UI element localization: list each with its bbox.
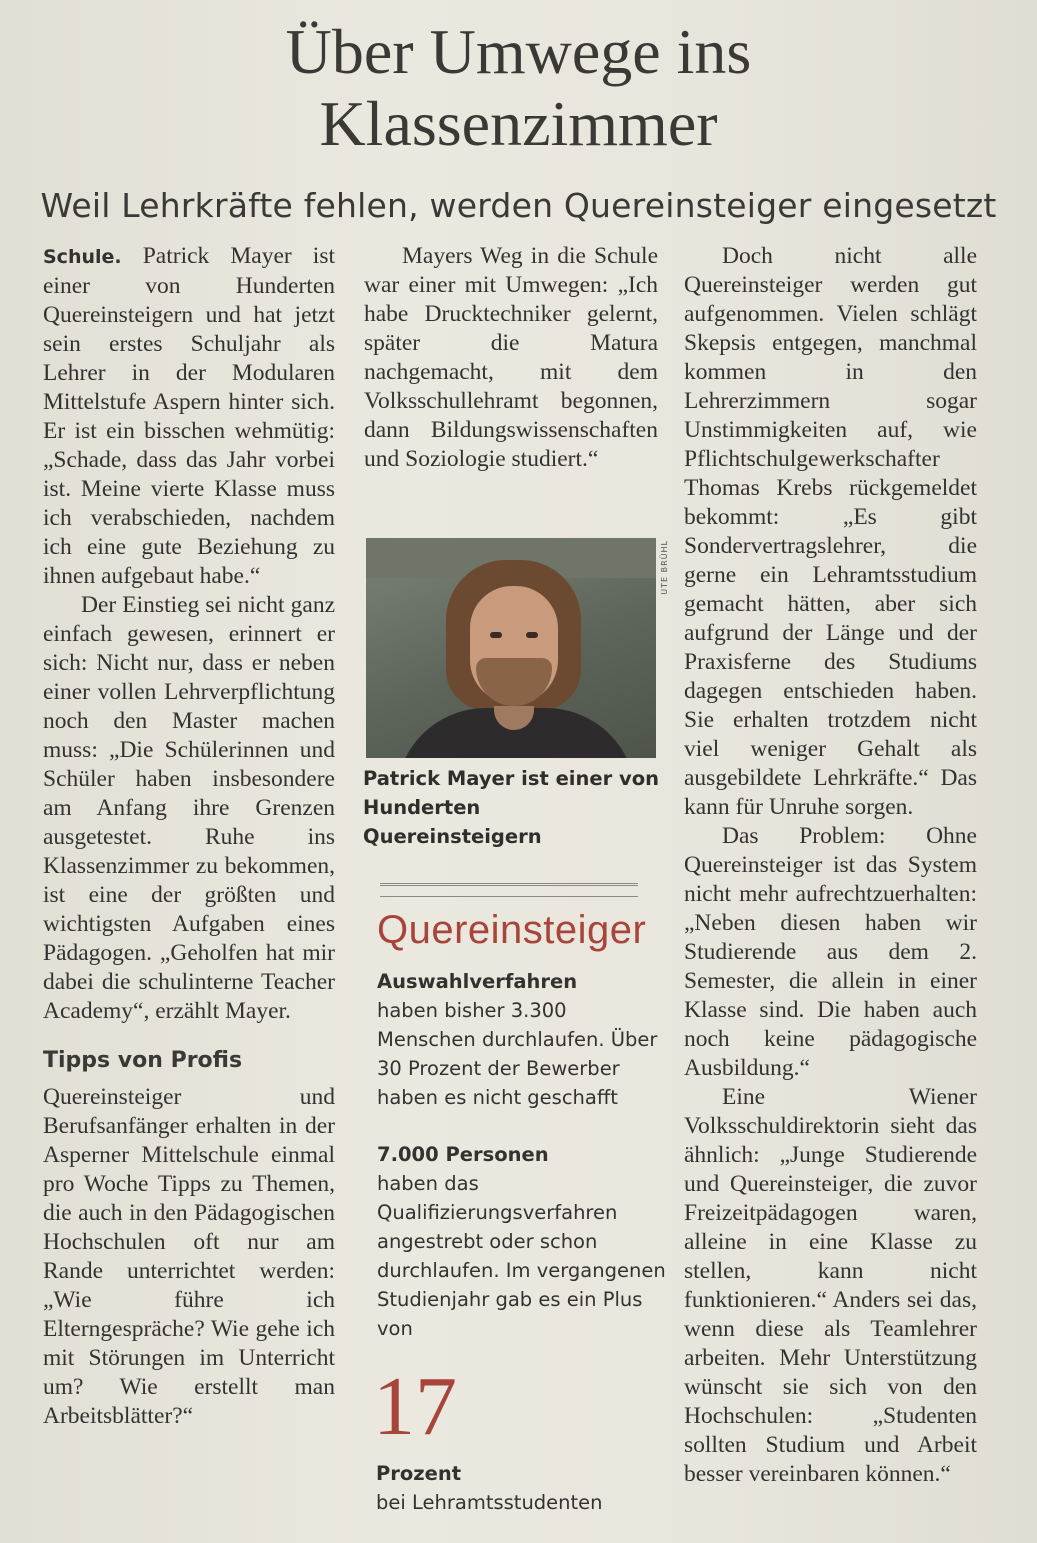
- portrait-photo: [366, 538, 656, 758]
- infobox-heading: Auswahlverfahren: [377, 970, 578, 993]
- infobox-heading: 7.000 Personen: [377, 1143, 549, 1166]
- paragraph: Der Einstieg sei nicht ganz einfach gewesen, erinnert er sich: Nicht nur, dass er neben einer vollen Lehrverpflichtung noch den Master machen muss: „Die Schülerinnen und Schüler haben insbesondere am Anfang ihre Grenzen ausgetestet. Ruhe ins Klassenzimmer zu bekommen, ist eine der größten und wichtigsten Aufgaben eines Pädagogen. „Geholfen hat mir dabei die schulinterne Teacher Academy“, erzählt Mayer.: [43, 592, 335, 1024]
- infobox-text: haben bisher 3.300 Menschen durchlaufen. Über 30 Prozent der Bewerber haben es nicht geschafft: [377, 999, 658, 1109]
- infobox-text: haben das Qualifizierungsverfahren angestrebt oder schon durchlaufen. Im vergangenen Studienjahr gab es ein Plus von: [377, 1172, 666, 1340]
- eye: [526, 632, 538, 638]
- headline: [0, 16, 1037, 160]
- paragraph: Eine Wiener Volksschuldirektorin sieht das ähnlich: „Junge Studierende und Quereinsteiger, die zuvor Freizeitpädagogen waren, alleine in eine Klasse zu stellen, kann nicht funktionieren.“ Anders sei das, wenn diese als Teamlehrer arbeiten. Mehr Unterstützung wünscht sie sich von den Hochschulen: „Studenten sollten Studium und Arbeit besser vereinbaren können.“: [684, 1084, 977, 1487]
- subheadline: Weil Lehrkräfte fehlen, werden Quereinsteiger eingesetzt: [40, 186, 997, 225]
- article-column-3: [684, 242, 977, 1489]
- photo-caption: Patrick Mayer ist einer von Hunderten Quereinsteigern: [363, 767, 659, 848]
- big-number: 17: [373, 1360, 457, 1453]
- number-text: bei Lehramtsstudenten: [376, 1491, 603, 1514]
- photo-credit: UTE BRÜHL: [660, 540, 669, 595]
- article-column-2: [364, 242, 658, 474]
- number-label: [376, 1459, 666, 1517]
- eye: [490, 632, 502, 638]
- lead-label: Schule.: [43, 246, 122, 268]
- paragraph-text: Patrick Mayer ist einer von Hunderten Quereinsteigern und hat jetzt sein erstes Schuljahr als Lehrer in der Modularen Mittelstufe Aspern hinter sich. Er ist ein bisschen wehmütig: „Schade, dass das Jahr vorbei ist. Meine vierte Klasse muss ich verabschieden, nachdem ich eine gute Beziehung zu ihnen aufgebaut habe.“: [43, 243, 335, 589]
- paragraph: Quereinsteiger und Berufsanfänger erhalten in der Asperner Mittelschule einmal pro Woche Tipps zu Themen, die auch in den Pädagogischen Hochschulen oft nur am Rande unterrichtet werden: „Wie führe ich Elterngespräche? Wie gehe ich mit Störungen im Unterricht um? Wie erstellt man Arbeitsblätter?“: [43, 1084, 335, 1429]
- headline-line-1: Über Umwege ins: [285, 16, 752, 87]
- section-heading: Tipps von Profis: [43, 1048, 243, 1073]
- headline-line-2: Klassenzimmer: [319, 88, 718, 159]
- article-column-1: [43, 242, 335, 1431]
- number-heading: Prozent: [376, 1462, 462, 1485]
- infobox-title: Quereinsteiger: [377, 908, 647, 952]
- infobox-rule: [380, 883, 638, 897]
- paragraph: Mayers Weg in die Schule war einer mit Umwegen: „Ich habe Drucktechniker gelernt, später die Matura nachgemacht, mit dem Volksschullehramt begonnen, dann Bildungswissenschaften und Soziologie studiert.“: [364, 243, 658, 472]
- paragraph: Doch nicht alle Quereinsteiger werden gut aufgenommen. Vielen schlägt Skepsis entgegen, manchmal kommen in den Lehrerzimmern sogar Unstimmigkeiten auf, wie Pflichtschulgewerkschafter Thomas Krebs rückgemeldet bekommt: „Es gibt Sondervertragslehrer, die gerne ein Lehramtsstudium gemacht hätten, aber sich aufgrund der Länge und der Praxisferne des Studiums dagegen entschieden haben. Sie erhalten trotzdem nicht viel weniger Gehalt als ausgebildete Lehrkräfte.“ Das kann für Unruhe sorgen.: [684, 243, 977, 820]
- paragraph: Das Problem: Ohne Quereinsteiger ist das System nicht mehr aufrechtzuerhalten: „Neben diesen haben wir Studierende aus dem 2. Semester, die allein in einer Klasse sind. Die haben auch noch keine pädagogische Ausbildung.“: [684, 823, 977, 1081]
- paragraph: [43, 242, 335, 591]
- infobox: [377, 967, 667, 1343]
